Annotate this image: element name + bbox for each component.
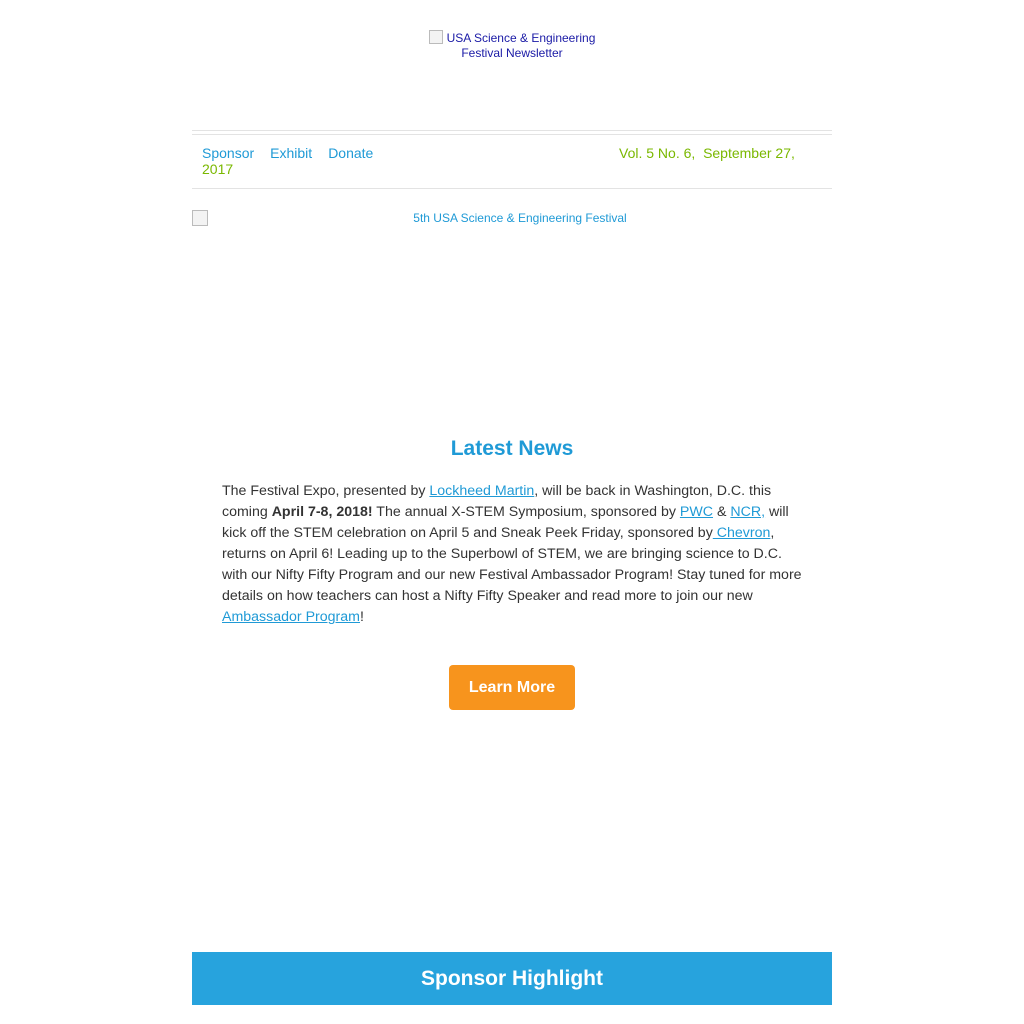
broken-image-icon [429, 30, 443, 44]
ambassador-program-link[interactable]: Ambassador Program [222, 609, 360, 625]
lockheed-martin-link[interactable]: Lockheed Martin [429, 483, 535, 499]
news-text: The annual X-STEM Symposium, sponsored by [372, 504, 680, 520]
chevron-link[interactable]: Chevron [712, 525, 771, 541]
news-text: The Festival Expo, presented by [222, 483, 430, 499]
nav-link-exhibit[interactable]: Exhibit [270, 145, 313, 161]
top-divider [192, 130, 832, 131]
latest-news-heading: Latest News [450, 437, 574, 460]
issue-year: 2017 [202, 161, 234, 177]
sponsor-highlight-heading: Sponsor Highlight [192, 952, 832, 1005]
issue-volume: Vol. 5 No. 6, [619, 145, 696, 161]
nav-divider [192, 188, 832, 189]
top-divider-inner [192, 134, 832, 135]
festival-banner[interactable] [192, 210, 832, 410]
logo-alt-text: USA Science & Engineering Festival Newsletter [446, 31, 596, 60]
news-text: & [713, 504, 731, 520]
issue-info [619, 145, 795, 161]
newsletter-logo[interactable] [422, 30, 602, 61]
latest-news-body [222, 481, 802, 628]
news-text: , returns on April 6! Leading up to the Superbowl of STEM, we are bringing science to D.C. with our Nifty Fifty Program and our new Festival Ambassador Program! Stay tuned for more details on how teachers can host a Nifty Fifty Speaker and read more to join our new [222, 525, 802, 604]
news-text: ! [360, 609, 364, 625]
learn-more-button[interactable]: Learn More [449, 665, 575, 710]
issue-date: September 27, [703, 145, 795, 161]
ncr-link[interactable]: NCR, [730, 504, 766, 520]
nav-bar [202, 145, 812, 177]
nav-link-sponsor[interactable]: Sponsor [202, 145, 255, 161]
news-text: will kick off the STEM celebration on April 5 and Sneak Peek Friday, sponsored by [222, 504, 789, 541]
news-text: , will be back in Washington, D.C. this coming [222, 483, 772, 520]
pwc-link[interactable]: PWC [679, 504, 714, 520]
banner-alt-text: 5th USA Science & Engineering Festival [413, 211, 627, 225]
festival-dates: April 7-8, 2018! [271, 504, 373, 520]
nav-link-donate[interactable]: Donate [328, 145, 374, 161]
